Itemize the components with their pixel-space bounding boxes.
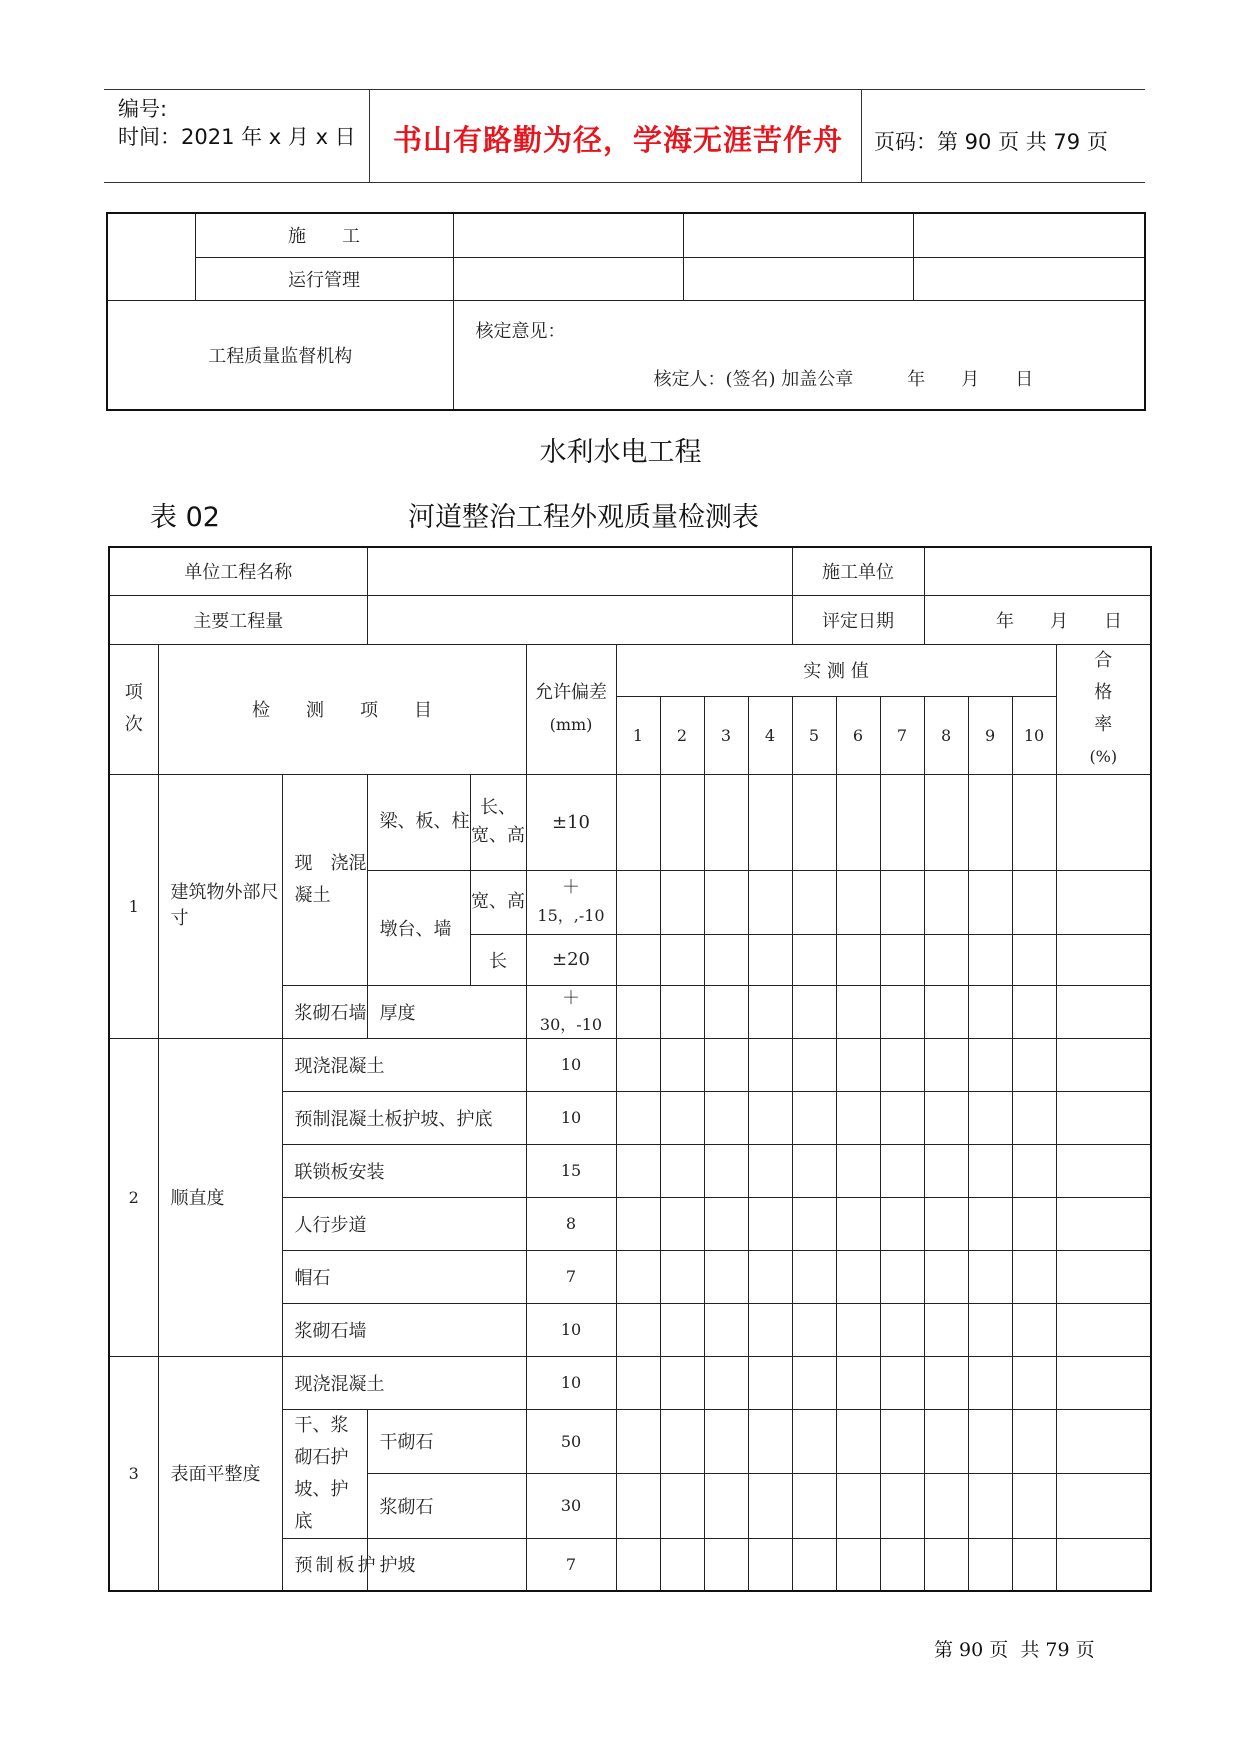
construction-unit-label: 施工单位 xyxy=(792,547,924,595)
measurement-cell xyxy=(616,934,660,985)
measurement-cell xyxy=(968,1474,1012,1539)
measurement-cell xyxy=(880,774,924,870)
g2-item-name: 人行步道 xyxy=(282,1197,526,1250)
measurement-cell xyxy=(704,774,748,870)
blank-cell xyxy=(107,213,195,300)
g3-slope-tolerance: 7 xyxy=(526,1538,616,1591)
measure-col-5: 5 xyxy=(792,696,836,774)
agency-label: 工程质量监督机构 xyxy=(107,300,453,410)
measurement-cell xyxy=(836,985,880,1038)
wh-tolerance xyxy=(526,870,616,934)
measurement-cell xyxy=(792,1356,836,1409)
opinion-cell xyxy=(453,300,1145,410)
header-divider-left xyxy=(369,89,370,182)
measurement-cell xyxy=(924,1197,968,1250)
g3-mortar-stone-label: 浆砌石 xyxy=(367,1474,526,1539)
measurement-cell xyxy=(924,1250,968,1303)
measurement-cell xyxy=(660,1144,704,1197)
signature-line: 核定人：(签名) 加盖公章 年 月 日 xyxy=(653,368,1034,390)
g2-item-tolerance: 8 xyxy=(526,1197,616,1250)
unit-project-name-value xyxy=(367,547,792,595)
measurement-cell xyxy=(1012,1356,1056,1409)
measurement-cell xyxy=(748,1038,792,1091)
pass-rate-char-2: 格 xyxy=(1094,682,1113,703)
beam-label: 梁、板、柱 xyxy=(367,774,470,870)
measurement-cell xyxy=(1012,1250,1056,1303)
measured-values-header: 实 测 值 xyxy=(616,644,1056,696)
measurement-cell xyxy=(968,1538,1012,1591)
measurement-cell xyxy=(1056,774,1151,870)
measurement-cell xyxy=(660,934,704,985)
measurement-cell xyxy=(880,1197,924,1250)
measurement-cell xyxy=(616,1409,660,1474)
measurement-cell xyxy=(748,870,792,934)
measurement-cell xyxy=(880,1038,924,1091)
measurement-cell xyxy=(1056,1091,1151,1144)
measurement-cell xyxy=(836,1091,880,1144)
measurement-cell xyxy=(792,1091,836,1144)
measurement-cell xyxy=(924,1091,968,1144)
measurement-cell xyxy=(792,1197,836,1250)
measurement-cell xyxy=(616,1197,660,1250)
measurement-cell xyxy=(1056,1144,1151,1197)
inspection-item-header: 检 测 项 目 xyxy=(158,644,526,774)
measurement-cell xyxy=(616,1091,660,1144)
cast-concrete-label: 现 浇混凝土 xyxy=(282,774,367,985)
measurement-cell xyxy=(1056,870,1151,934)
measurement-cell xyxy=(836,870,880,934)
table-row xyxy=(109,774,1151,870)
measurement-cell xyxy=(748,985,792,1038)
measurement-cell xyxy=(616,1038,660,1091)
masonry-wall-label: 浆砌石墙 xyxy=(282,985,367,1038)
measurement-cell xyxy=(880,1091,924,1144)
length-tolerance: ±20 xyxy=(526,934,616,985)
pier-label: 墩台、墙 xyxy=(367,870,470,985)
item-no-header xyxy=(109,644,158,774)
tolerance-header-line2: (mm) xyxy=(549,715,593,734)
wh-tolerance-line2: 15，,-10 xyxy=(537,906,605,925)
g2-item-name: 浆砌石墙 xyxy=(282,1303,526,1356)
measurement-cell xyxy=(616,774,660,870)
measurement-cell xyxy=(792,1474,836,1539)
construction-cell-2 xyxy=(683,213,913,257)
wh-label: 宽、高 xyxy=(470,870,526,934)
measurement-cell xyxy=(704,934,748,985)
measurement-cell xyxy=(792,1303,836,1356)
supervision-table xyxy=(106,212,1146,411)
group-3-name: 表面平整度 xyxy=(158,1356,282,1591)
measurement-cell xyxy=(836,1409,880,1474)
g3-dry-stone-label: 干砌石 xyxy=(367,1409,526,1474)
measurement-cell xyxy=(792,1409,836,1474)
measurement-cell xyxy=(660,1250,704,1303)
measurement-cell xyxy=(1012,1303,1056,1356)
measurement-cell xyxy=(660,1409,704,1474)
measurement-cell xyxy=(1012,1144,1056,1197)
measurement-cell xyxy=(660,870,704,934)
table-number: 表 02 xyxy=(150,502,220,533)
measurement-cell xyxy=(748,1197,792,1250)
measurement-cell xyxy=(1056,985,1151,1038)
measurement-cell xyxy=(1012,774,1056,870)
measure-col-10: 10 xyxy=(1012,696,1056,774)
measurement-cell xyxy=(836,774,880,870)
measurement-cell xyxy=(880,1538,924,1591)
measurement-cell xyxy=(748,934,792,985)
measurement-cell xyxy=(836,1144,880,1197)
measurement-cell xyxy=(660,1538,704,1591)
measurement-cell xyxy=(704,1356,748,1409)
document-number-label: 编号: xyxy=(118,97,168,121)
measurement-cell xyxy=(880,1144,924,1197)
tolerance-header-line1: 允许偏差 xyxy=(535,682,607,703)
measurement-cell xyxy=(704,1091,748,1144)
g3-cast-tolerance: 10 xyxy=(526,1356,616,1409)
measurement-cell xyxy=(704,870,748,934)
measurement-cell xyxy=(1012,870,1056,934)
measurement-cell xyxy=(1012,1197,1056,1250)
measurement-cell xyxy=(748,1250,792,1303)
table-row xyxy=(109,1038,1151,1091)
document-time-label: 时间：2021 年 x 月 x 日 xyxy=(118,125,356,149)
measurement-cell xyxy=(924,1303,968,1356)
measurement-cell xyxy=(968,1197,1012,1250)
measurement-cell xyxy=(1056,1303,1151,1356)
page-footer: 第 90 页 共 79 页 xyxy=(934,1639,1095,1661)
g2-item-tolerance: 7 xyxy=(526,1250,616,1303)
measurement-cell xyxy=(660,1091,704,1144)
measure-col-7: 7 xyxy=(880,696,924,774)
measurement-cell xyxy=(1056,1038,1151,1091)
length-label: 长 xyxy=(470,934,526,985)
measurement-cell xyxy=(616,985,660,1038)
measurement-cell xyxy=(924,870,968,934)
measure-col-2: 2 xyxy=(660,696,704,774)
measurement-cell xyxy=(704,1250,748,1303)
measurement-cell xyxy=(836,1538,880,1591)
g2-item-tolerance: 10 xyxy=(526,1091,616,1144)
measurement-cell xyxy=(748,774,792,870)
measurement-cell xyxy=(880,1474,924,1539)
opinion-label: 核定意见： xyxy=(475,320,566,342)
wh-tolerance-line1: ＋ xyxy=(562,877,580,898)
measurement-cell xyxy=(880,1250,924,1303)
construction-label: 施 工 xyxy=(195,213,453,257)
group-3-no: 3 xyxy=(109,1356,158,1591)
measurement-cell xyxy=(792,1144,836,1197)
header-motto: 书山有路勤为径，学海无涯苦作舟 xyxy=(393,123,844,157)
g2-item-tolerance: 15 xyxy=(526,1144,616,1197)
measurement-cell xyxy=(968,1303,1012,1356)
measurement-cell xyxy=(1012,1409,1056,1474)
measurement-cell xyxy=(704,1144,748,1197)
measurement-cell xyxy=(792,934,836,985)
operation-label: 运行管理 xyxy=(195,257,453,300)
measurement-cell xyxy=(748,1356,792,1409)
measurement-cell xyxy=(1056,1250,1151,1303)
measurement-cell xyxy=(616,1303,660,1356)
measurement-cell xyxy=(968,870,1012,934)
measurement-cell xyxy=(924,1474,968,1539)
measurement-cell xyxy=(660,985,704,1038)
measure-col-8: 8 xyxy=(924,696,968,774)
measurement-cell xyxy=(792,1038,836,1091)
measurement-cell xyxy=(968,1091,1012,1144)
measurement-cell xyxy=(836,1474,880,1539)
measurement-cell xyxy=(880,985,924,1038)
measurement-cell xyxy=(1056,1356,1151,1409)
group-1-name: 建筑物外部尺寸 xyxy=(158,774,282,1038)
g2-item-name: 预制混凝土板护坡、护底 xyxy=(282,1091,526,1144)
header-top-rule xyxy=(104,89,1145,90)
measurement-cell xyxy=(660,774,704,870)
measurement-cell xyxy=(924,1038,968,1091)
measurement-cell xyxy=(836,934,880,985)
g2-item-name: 帽石 xyxy=(282,1250,526,1303)
measurement-cell xyxy=(748,1474,792,1539)
measurement-cell xyxy=(880,934,924,985)
measurement-cell xyxy=(836,1303,880,1356)
measurement-cell xyxy=(880,1356,924,1409)
g2-item-name: 联锁板安装 xyxy=(282,1144,526,1197)
measurement-cell xyxy=(968,1409,1012,1474)
operation-cell-1 xyxy=(453,257,683,300)
measurement-cell xyxy=(748,1091,792,1144)
header-bottom-rule xyxy=(104,182,1145,183)
lwh-tolerance: ±10 xyxy=(526,774,616,870)
measurement-cell xyxy=(616,1356,660,1409)
group-1-no: 1 xyxy=(109,774,158,1038)
lwh-label: 长、宽、高 xyxy=(470,774,526,870)
measurement-cell xyxy=(1012,1538,1056,1591)
g3-precast-label: 预制板护 xyxy=(282,1538,367,1591)
unit-project-name-label: 单位工程名称 xyxy=(109,547,367,595)
measure-col-1: 1 xyxy=(616,696,660,774)
operation-cell-3 xyxy=(913,257,1145,300)
measurement-cell xyxy=(836,1356,880,1409)
pass-rate-char-1: 合 xyxy=(1094,650,1113,671)
measurement-cell xyxy=(880,870,924,934)
measure-col-3: 3 xyxy=(704,696,748,774)
construction-cell-3 xyxy=(913,213,1145,257)
measurement-cell xyxy=(704,1538,748,1591)
measurement-cell xyxy=(704,985,748,1038)
measurement-cell xyxy=(1012,985,1056,1038)
measurement-cell xyxy=(968,1144,1012,1197)
operation-cell-2 xyxy=(683,257,913,300)
measurement-cell xyxy=(924,1409,968,1474)
measurement-cell xyxy=(924,934,968,985)
group-2-name: 顺直度 xyxy=(158,1038,282,1356)
g3-slope-label: 护坡 xyxy=(367,1538,526,1591)
item-no-top: 项 xyxy=(124,682,143,703)
measurement-cell xyxy=(1012,1038,1056,1091)
construction-cell-1 xyxy=(453,213,683,257)
g2-item-tolerance: 10 xyxy=(526,1038,616,1091)
measurement-cell xyxy=(792,985,836,1038)
measurement-cell xyxy=(748,1409,792,1474)
construction-unit-value xyxy=(924,547,1151,595)
g3-mortar-stone-tolerance: 30 xyxy=(526,1474,616,1539)
measurement-cell xyxy=(616,1144,660,1197)
measurement-cell xyxy=(616,870,660,934)
measurement-cell xyxy=(792,774,836,870)
measurement-cell xyxy=(836,1250,880,1303)
eval-date-label: 评定日期 xyxy=(792,595,924,644)
measurement-cell xyxy=(1012,1091,1056,1144)
measurement-cell xyxy=(968,934,1012,985)
table-title: 河道整治工程外观质量检测表 xyxy=(408,502,759,533)
measurement-cell xyxy=(660,1474,704,1539)
g2-item-name: 现浇混凝土 xyxy=(282,1038,526,1091)
measurement-cell xyxy=(748,1303,792,1356)
measurement-cell xyxy=(968,1250,1012,1303)
measurement-cell xyxy=(704,1474,748,1539)
measure-col-6: 6 xyxy=(836,696,880,774)
measurement-cell xyxy=(924,1538,968,1591)
g3-dry-label: 干、浆砌石护坡、护底 xyxy=(282,1409,367,1538)
measurement-cell xyxy=(968,774,1012,870)
measurement-cell xyxy=(1056,1474,1151,1539)
inspection-table xyxy=(108,546,1152,1592)
measurement-cell xyxy=(1056,1197,1151,1250)
measurement-cell xyxy=(616,1538,660,1591)
table-row xyxy=(109,1356,1151,1409)
measurement-cell xyxy=(660,1038,704,1091)
thickness-tolerance xyxy=(526,985,616,1038)
pass-rate-char-3: 率 xyxy=(1094,714,1113,735)
group-2-no: 2 xyxy=(109,1038,158,1356)
measurement-cell xyxy=(704,1303,748,1356)
measurement-cell xyxy=(836,1038,880,1091)
measurement-cell xyxy=(924,985,968,1038)
measurement-cell xyxy=(968,1356,1012,1409)
eval-date-value: 年 月 日 xyxy=(924,595,1151,644)
thickness-tolerance-line2: 30，-10 xyxy=(539,1014,603,1034)
measurement-cell xyxy=(704,1409,748,1474)
measurement-cell xyxy=(968,985,1012,1038)
header-divider-right xyxy=(861,89,862,182)
measurement-cell xyxy=(1012,934,1056,985)
pass-rate-char-4: (%) xyxy=(1089,747,1118,766)
item-no-bottom: 次 xyxy=(124,714,143,735)
measurement-cell xyxy=(924,1144,968,1197)
measurement-cell xyxy=(660,1303,704,1356)
measurement-cell xyxy=(880,1409,924,1474)
measurement-cell xyxy=(660,1356,704,1409)
measurement-cell xyxy=(880,1303,924,1356)
measurement-cell xyxy=(1056,934,1151,985)
measurement-cell xyxy=(968,1038,1012,1091)
measurement-cell xyxy=(616,1474,660,1539)
measure-col-4: 4 xyxy=(748,696,792,774)
measurement-cell xyxy=(748,1144,792,1197)
measurement-cell xyxy=(836,1197,880,1250)
measurement-cell xyxy=(924,1356,968,1409)
header-page-label: 页码：第 90 页 共 79 页 xyxy=(874,130,1108,154)
measurement-cell xyxy=(1056,1409,1151,1474)
tolerance-header xyxy=(526,644,616,774)
measurement-cell xyxy=(792,870,836,934)
g3-cast-label: 现浇混凝土 xyxy=(282,1356,526,1409)
pass-rate-header xyxy=(1056,644,1151,774)
section-title: 水利水电工程 xyxy=(539,437,702,468)
main-quantity-value xyxy=(367,595,792,644)
main-quantity-label: 主要工程量 xyxy=(109,595,367,644)
measure-col-9: 9 xyxy=(968,696,1012,774)
measurement-cell xyxy=(792,1538,836,1591)
measurement-cell xyxy=(792,1250,836,1303)
thickness-tolerance-line1: ＋ xyxy=(562,987,580,1009)
measurement-cell xyxy=(924,774,968,870)
measurement-cell xyxy=(1056,1538,1151,1591)
measurement-cell xyxy=(704,1197,748,1250)
thickness-label: 厚度 xyxy=(367,985,526,1038)
measurement-cell xyxy=(660,1197,704,1250)
g2-item-tolerance: 10 xyxy=(526,1303,616,1356)
measurement-cell xyxy=(748,1538,792,1591)
g3-dry-stone-tolerance: 50 xyxy=(526,1409,616,1474)
measurement-cell xyxy=(704,1038,748,1091)
measurement-cell xyxy=(1012,1474,1056,1539)
measurement-cell xyxy=(616,1250,660,1303)
